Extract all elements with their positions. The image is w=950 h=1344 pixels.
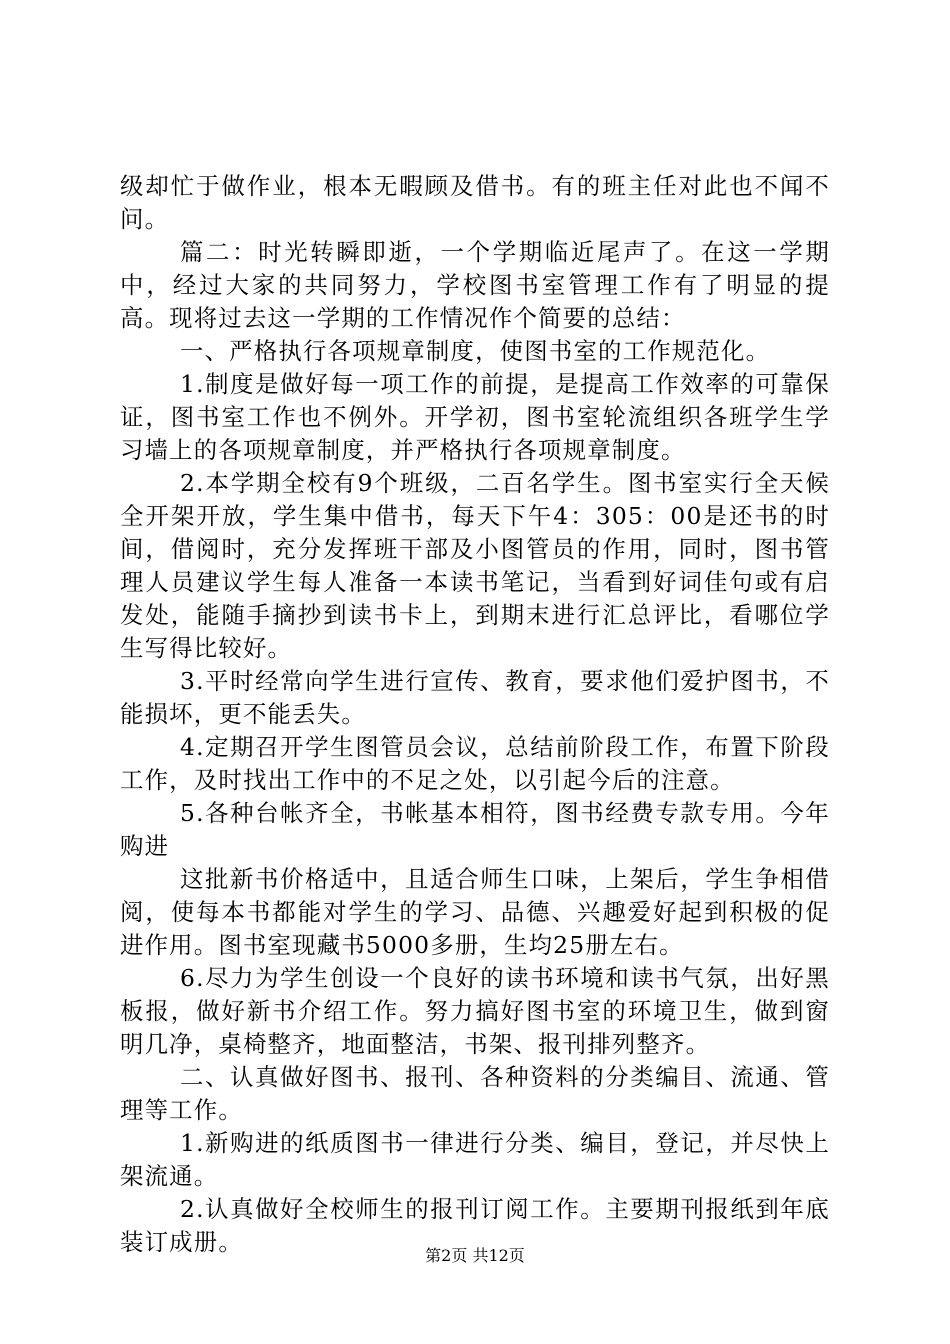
paragraph-item-6: 6.尽力为学生创设一个良好的读书环境和读书气氛，出好黑板报，做好新书介绍工作。努力搞好图书室的环境卫生，做到窗明几净，桌椅整齐，地面整洁，书架、报刊排列整齐。	[120, 964, 830, 1058]
paragraph-intro: 篇二：时光转瞬即逝，一个学期临近尾声了。在这一学期中，经过大家的共同努力，学校图书室管理工作有了明显的提高。现将过去这一学期的工作情况作个简要的总结：	[120, 238, 830, 332]
document-body	[120, 170, 830, 1259]
page-number-footer: 第2页 共12页	[425, 1246, 525, 1265]
paragraph-item-5-continued: 这批新书价格适中，且适合师生口味，上架后，学生争相借阅，使每本书都能对学生的学习、品德、兴趣爱好起到积极的促进作用。图书室现藏书5000多册，生均25册左右。	[120, 865, 830, 959]
paragraph-item-2-2: 2.认真做好全校师生的报刊订阅工作。主要期刊报纸到年底装订成册。	[120, 1195, 830, 1256]
paragraph-item-1: 1.制度是做好每一项工作的前提，是提高工作效率的可靠保证，图书室工作也不例外。开学初，图书室轮流组织各班学生学习墙上的各项规章制度，并严格执行各项规章制度。	[120, 370, 830, 464]
paragraph-item-5: 5.各种台帐齐全，书帐基本相符，图书经费专款专用。今年购进	[120, 799, 830, 860]
paragraph-item-2-1: 1.新购进的纸质图书一律进行分类、编目，登记，并尽快上架流通。	[120, 1129, 830, 1190]
section-heading-2: 二、认真做好图书、报刊、各种资料的分类编目、流通、管理等工作。	[120, 1063, 830, 1124]
section-heading-1: 一、严格执行各项规章制度，使图书室的工作规范化。	[180, 337, 771, 365]
paragraph-continued: 级却忙于做作业，根本无暇顾及借书。有的班主任对此也不闻不问。	[120, 172, 830, 233]
paragraph-item-4: 4.定期召开学生图管员会议，总结前阶段工作，布置下阶段工作，及时找出工作中的不足之处，以引起今后的注意。	[120, 733, 830, 794]
paragraph-item-2: 2.本学期全校有9个班级，二百名学生。图书室实行全天候全开架开放，学生集中借书，每天下午4：305：00是还书的时间，借阅时，充分发挥班干部及小图管员的作用，同时，图书管理人员建议学生每人准备一本读书笔记，当看到好词佳句或有启发处，能随手摘抄到读书卡上，到期末进行汇总评比，看哪位学生写得比较好。	[120, 469, 830, 662]
paragraph-item-3: 3.平时经常向学生进行宣传、教育，要求他们爱护图书，不能损坏，更不能丢失。	[120, 667, 830, 728]
